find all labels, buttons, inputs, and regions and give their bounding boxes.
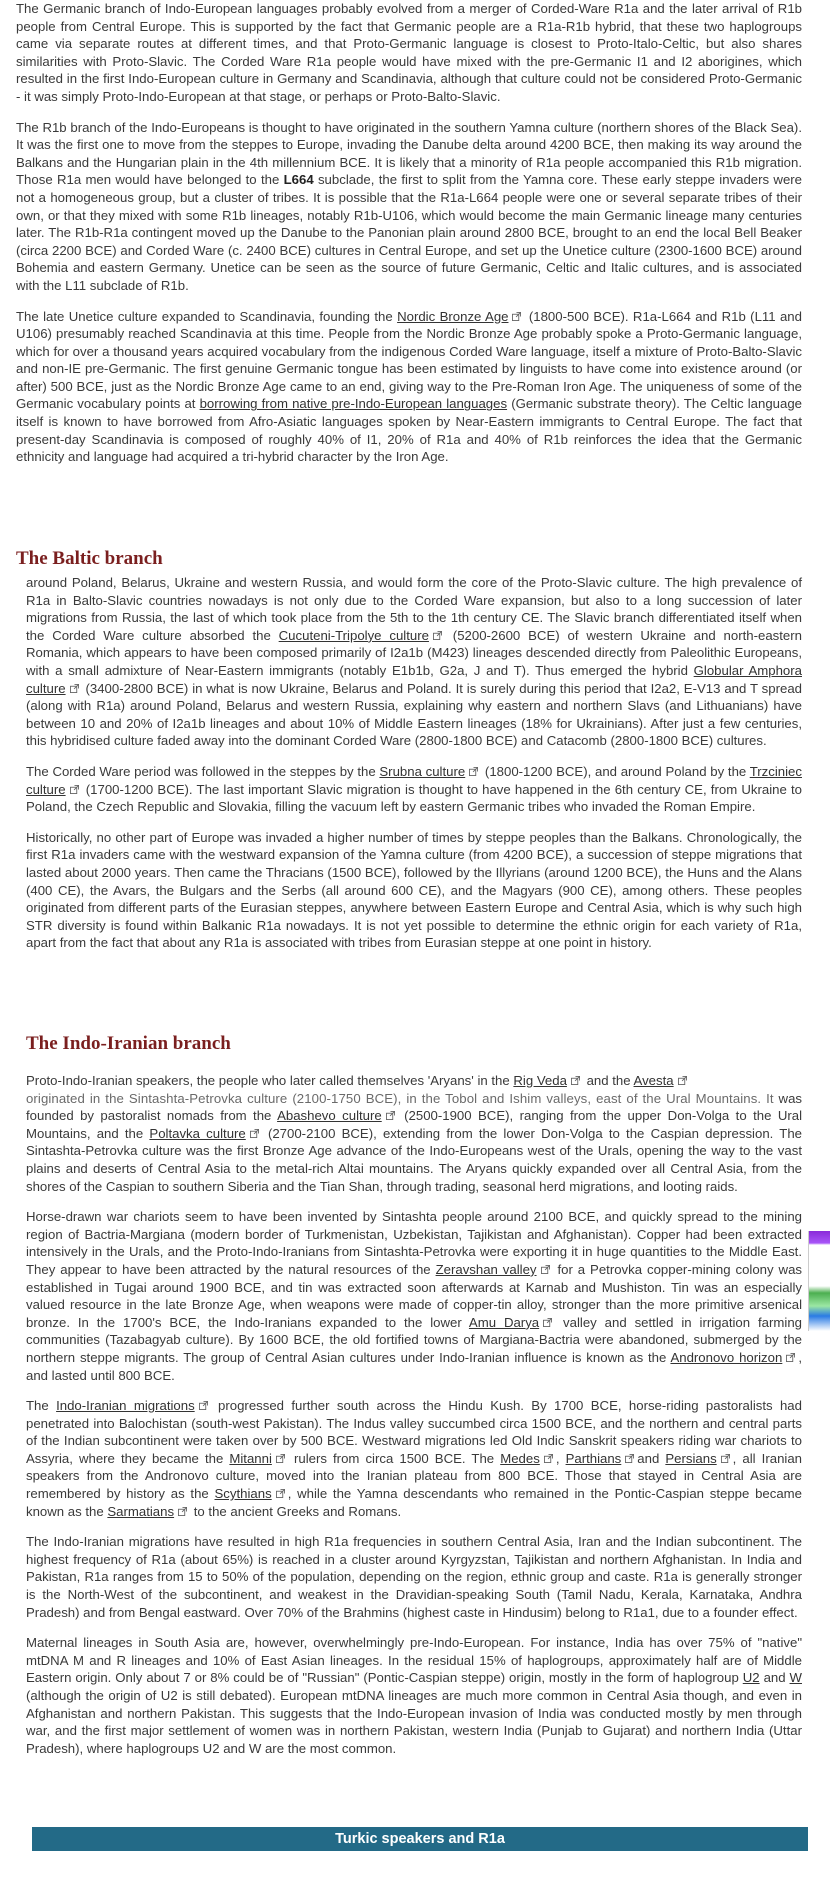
bold-term: L664 — [283, 172, 314, 188]
text-run: , while the Yamna descendants who remained in the Pontic-Caspian steppe became known as the — [26, 1486, 802, 1519]
side-advertisement[interactable] — [808, 1231, 830, 1331]
external-link-icon — [721, 1454, 730, 1463]
text-run: to the ancient Greeks and Romans. — [190, 1503, 402, 1519]
text-run: Horse-drawn war chariots seem to have been invented by Sintashta people around 2100 BCE, and quickly spread to the mining region of Bactria-Margiana (modern border of Turkmenistan, Uzbekistan, Tajikistan and Afghanistan). Copper had been extracted intensively in the Urals, and the Proto-Indo-Iranians from Sintashta-Petrovka were exporting it in huge quantities to the Middle East. They appear to have been attracted by the natural resources of the — [26, 1209, 802, 1277]
external-link-icon — [541, 1265, 550, 1274]
link-andronovo-horizon[interactable]: Andronovo horizon — [670, 1349, 783, 1365]
text-run: (3400-2800 BCE) in what is now Ukraine, Belarus and Poland. It is surely during this period that I2a2, E-V13 and T spread (along with R1a) around Poland, Belarus and western Russia, explaining why eastern and northern Slavs (and Lithuanians) have between 10 and 20% of I2a1b lineages and about 10% of Middle Eastern lineages (18% for Ukrainians). After just a few centuries, this hybridised culture faded away into the dominant Corded Ware (2800-1800 BCE) and Catacomb (2800-1800 BCE) cultures. — [26, 680, 802, 749]
external-link-icon — [178, 1507, 187, 1516]
text-run: The R1b branch of the Indo-Europeans is thought to have originated in the southern Yamna culture (northern shores of the Black Sea). It was the first one to move from the steppes to Europe, invading the Danube delta around 4200 BCE, then making its way around the Balkans and the Hungarian plain in the 4th millennium BCE. It is likely that a minority of R1a people accompanied this R1b migration. Those R1a men would have belonged to the — [16, 119, 802, 188]
external-link-icon — [544, 1454, 553, 1463]
text-run: (2500-1900 BCE), ranging from the upper Don-Volga to the Ural Mountains, and the — [26, 1108, 802, 1141]
link-amu-darya[interactable]: Amu Darya — [468, 1314, 540, 1330]
text-run: Maternal lineages in South Asia are, however, overwhelmingly pre-Indo-European. For instance, India has over 75% of "native" mtDNA M and R lineages and 10% of East Asian lineages. In the residual 15% of haplogroups, approximately half are of Middle Eastern origin. Only about 7 or 8% could be of "Russian" (Pontic-Caspian steppe) origin, mostly in the form of haplogroup — [26, 1635, 802, 1686]
paragraph — [26, 1634, 802, 1757]
external-link-icon — [678, 1076, 687, 1085]
text-run: was founded by pastoralist nomads from the — [26, 1090, 802, 1124]
link-zeravshan-valley[interactable]: Zeravshan valley — [435, 1261, 537, 1277]
external-link-icon — [543, 1318, 552, 1327]
text-run: (1800-500 BCE). R1a-L664 and R1b (L11 and U106) presumably reached Scandinavia at this time. People from the Nordic Bronze Age probably spoke a Proto-Germanic language, which for over a thousand years acquired vocabulary from the indigenous Corded Ware language, itself a mixture of Proto-Balto-Slavic and non-IE pre-Germanic. The first genuine Germanic tongue has been estimated by linguists to have come into existence around (or after) 500 BCE, just as the Nordic Bronze Age came to an end, giving way to the Pre-Roman Iron Age. The uniqueness of some of the Germanic vocabulary points at — [16, 308, 802, 412]
text-run: (1800-1200 BCE), and around Poland by the — [481, 763, 750, 779]
paragraph — [26, 763, 802, 816]
link-sarmatians[interactable]: Sarmatians — [107, 1503, 175, 1519]
paragraph — [26, 1397, 802, 1520]
external-link-icon — [433, 631, 442, 640]
link-srubna[interactable]: Srubna culture — [379, 763, 466, 779]
external-link-icon — [386, 1111, 395, 1120]
text-run: Proto-Indo-Iranian speakers, the people who later called themselves 'Aryans' in the — [26, 1073, 514, 1088]
paragraph: Historically, no other part of Europe was invaded a higher number of times by steppe peoples than the Balkans. Chronologically, the first R1a invaders came with the westward expansion of the Yamna culture (from 4200 BCE), a succession of steppe migrations that lasted about 2000 years. Then came the Thracians (1500 BCE), followed by the Illyrians (around 1200 BCE), the Huns and the Alans (400 CE), the Avars, the Bulgars and the Serbs (all around 600 CE), and the Magyars (900 CE), among others. These peoples originated from different parts of the Eurasian steppes, anywhere between Eastern Europe and Central Asia, which is why such high STR diversity is found within Balkanic R1a nowadays. It is not yet possible to determine the ethnic origin for each variety of R1a, apart from the fact that about any R1a is associated with tribes from Eurasian steppe at one point in history. — [26, 829, 802, 951]
text-run: and — [759, 1670, 790, 1686]
link-pre-indo-european-languages[interactable]: borrowing from native pre-Indo-European languages — [199, 396, 508, 412]
link-abashevo[interactable]: Abashevo culture — [277, 1108, 382, 1124]
indo-iranian-body — [26, 1072, 802, 1770]
paragraph — [26, 1072, 802, 1195]
text-run: , all Iranian speakers from the Andronovo culture, moved into the Iranian plateau from 800 BCE. Those that stayed in Central Asia are remembered by history as the — [26, 1450, 803, 1502]
external-link-icon — [571, 1076, 580, 1085]
link-mitanni[interactable]: Mitanni — [229, 1450, 272, 1466]
text-run: , — [555, 1450, 566, 1466]
external-link-icon — [276, 1454, 285, 1463]
link-medes[interactable]: Medes — [500, 1450, 540, 1466]
clipped-text-line: originated in the Sintashta-Petrovka culture (2100-1750 BCE), in the Tobol and Ishim valleys, east of the Ural Mountains. It — [26, 1090, 774, 1106]
section-heading-baltic: The Baltic branch — [16, 548, 163, 569]
text-run: for a Petrovka copper-mining colony was established in Tugai around 1900 BCE, and tin was extracted soon afterwards at Karnab and Mushiston. Tin was an especially valued resource in the late Bronze Age, when weapons were made of copper-tin alloy, stronger than the more primitive arsenical bronze. In the 1700's BCE, the Indo-Iranians expanded to the lower — [26, 1261, 802, 1330]
link-nordic-bronze-age[interactable]: Nordic Bronze Age — [397, 308, 509, 324]
link-avesta[interactable]: Avesta — [633, 1073, 674, 1088]
text-run: (5200-2600 BCE) of western Ukraine and north-eastern Romania, which appears to have been composed primarily of I2a1b (M423) lineages descended directly from Paleolithic Europeans, with a small admixture of Near-Eastern immigrants (notably E1b1b, G2a, J and T). Thus emerged the hybrid — [26, 627, 802, 678]
external-link-icon — [469, 767, 478, 776]
link-poltavka[interactable]: Poltavka culture — [149, 1125, 246, 1141]
text-run: (although the origin of U2 is still debated). European mtDNA lineages are much more common in Central Asia though, and even in Afghanistan and northern Pakistan. This suggests that the Indo-European invasion of India was conducted mostly by men through war, and the first major settlement of women was in northern Pakistan, western India (Punjab to Gujarat) and northern India (Uttar Pradesh), where haplogroups U2 and W are the most common. — [26, 1688, 802, 1756]
text-run: The — [26, 1398, 57, 1414]
indo-iranian-section — [26, 1033, 802, 1055]
text-run: progressed further south across the Hindu Kush. By 1700 BCE, horse-riding pastoralists had penetrated into Balochistan (south-west Pakistan). The Indus valley succumbed circa 1500 BCE, and the northern and central parts of the Indian subcontinent were taken over by 500 BCE. Westward migrations led Old Indic Sanskrit speakers riding war chariots to Assyria, where they became the — [26, 1398, 802, 1466]
text-run: and the — [582, 1073, 634, 1088]
link-haplogroup-w[interactable]: W — [789, 1670, 802, 1686]
paragraph — [26, 1208, 802, 1384]
link-parthians[interactable]: Parthians — [565, 1450, 622, 1466]
link-indo-iranian-migrations[interactable]: Indo-Iranian migrations — [56, 1398, 195, 1414]
paragraph — [26, 574, 802, 750]
text-run: rulers from circa 1500 BCE. The — [287, 1450, 501, 1466]
external-link-icon — [625, 1454, 634, 1463]
external-link-icon — [199, 1401, 208, 1410]
paragraph: The Germanic branch of Indo-European languages probably evolved from a merger of Corded-Ware R1a and the later arrival of R1b people from Central Europe. This is supported by the fact that Germanic people are a R1a-R1b hybrid, that these two haplogroups came via separate routes at different times, and that Proto-Germanic language is closest to Proto-Italo-Celtic, but also shares similarities with Proto-Slavic. The Corded Ware R1a people would have mixed with the pre-Germanic I1 and I2 aborigines, which resulted in the first Indo-European culture in Germany and Scandinavia, although that culture could not be considered Proto-Germanic - it was simply Proto-Indo-European at that stage, or perhaps or Proto-Balto-Slavic. — [16, 1, 802, 104]
baltic-body — [26, 574, 802, 965]
text-run: The Corded Ware period was followed in the steppes by the — [26, 763, 380, 779]
link-rig-veda[interactable]: Rig Veda — [513, 1073, 567, 1088]
paragraph — [16, 308, 802, 466]
text-run: subclade, the first to split from the Yamna core. These early steppe invaders were not a homogeneous group, but a cluster of tribes. It is possible that the R1a-L664 people were one or several separate tribes of their own, or that they mixed with some R1b lineages, notably R1b-U106, which would become the main Germanic lineage many centuries later. The R1b-R1a contingent moved up the Danube to the Panonian plain around 2800 BCE, brought to an end the local Bell Beaker (circa 2200 BCE) and Corded Ware (c. 2400 BCE) cultures in Central Europe, and set up the Unetice culture (2300-1600 BCE) around Bohemia and eastern Germany. Unetice can be seen as the source of future Germanic, Celtic and Italic cultures, and is associated with the L11 subclade of R1b. — [16, 172, 802, 293]
link-trzciniec[interactable]: Trzciniec culture — [26, 763, 802, 797]
germanic-section — [16, 0, 802, 479]
external-link-icon — [786, 1353, 795, 1362]
external-link-icon — [250, 1129, 259, 1138]
external-link-icon — [276, 1489, 285, 1498]
text-run: and — [637, 1450, 666, 1466]
link-persians[interactable]: Persians — [665, 1450, 717, 1466]
text-run: , and lasted until 800 BCE. — [26, 1349, 802, 1383]
text-run: (Germanic substrate theory). The Celtic language itself is known to have borrowed from Afro-Asiatic languages spoken by Near-Eastern immigrants to Central Europe. The fact that present-day Scandinavia is composed of roughly 40% of I1, 20% of R1a and 40% of R1b reinforces the idea that the Germanic ethnicity and language had acquired a tri-hybrid character by the Iron Age. — [16, 396, 802, 465]
link-scythians[interactable]: Scythians — [214, 1486, 272, 1502]
link-globular-amphora[interactable]: Globular Amphora culture — [26, 662, 802, 696]
text-run: (1700-1200 BCE). The last important Slavic migration is thought to have happened in the 6th century CE, from Ukraine to Poland, the Czech Republic and Slovakia, filling the vacuum left by eastern Germanic tribes who invaded the Roman Empire. — [26, 781, 802, 815]
paragraph — [16, 119, 802, 295]
text-run: (2700-2100 BCE), extending from the lower Don-Volga to the Caspian depression. The Sintashta-Petrovka culture was the first Bronze Age advance of the Indo-Europeans west of the Urals, opening the way to the vast plains and deserts of Central Asia to the metal-rich Altai mountains. The Aryans quickly expanded over all Central Asia, from the shores of the Caspian to southern Siberia and the Tian Shan, through trading, seasonal herd migrations, and looting raids. — [26, 1125, 802, 1194]
text-run: The late Unetice culture expanded to Scandinavia, founding the — [16, 308, 398, 324]
external-link-icon — [512, 312, 521, 321]
link-cucuteni-tripolye[interactable]: Cucuteni-Tripolye culture — [278, 627, 429, 643]
link-haplogroup-u2[interactable]: U2 — [742, 1670, 760, 1686]
external-link-icon — [70, 785, 79, 794]
section-banner-turkic[interactable]: Turkic speakers and R1a — [32, 1827, 808, 1851]
paragraph: The Indo-Iranian migrations have resulted in high R1a frequencies in southern Central Asia, Iran and the Indian subcontinent. The highest frequency of R1a (about 65%) is reached in a cluster around Kyrgyzstan, Tajikistan and northern Afghanistan. In India and Pakistan, R1a ranges from 15 to 50% of the population, depending on the region, ethnic group and caste. R1a is generally stronger is the North-West of the subcontinent, and weakest in the Dravidian-speaking South (Tamil Nadu, Kerala, Karnataka, Andhra Pradesh) and from Bengal eastward. Over 70% of the Brahmins (highest caste in Hindusim) belong to R1a1, due to a founder effect. — [26, 1534, 802, 1620]
text-run: valley and settled in irrigation farming communities (Tazabagyab culture). By 1600 BCE, the old fortified towns of Margiana-Bactria were abandoned, submerged by the northern steppe migrants. The group of Central Asian cultures under Indo-Iranian influence is known as the — [26, 1314, 802, 1365]
baltic-section — [16, 548, 802, 570]
text-run: around Poland, Belarus, Ukraine and western Russia, and would form the core of the Proto-Slavic culture. The high prevalence of R1a in Balto-Slavic countries nowadays is not only due to the Corded Ware expansion, but also to a long succession of later migrations from Russia, the last of which took place from the 5th to the 1th century CE. The Slavic branch differentiated itself when the Corded Ware culture absorbed the — [26, 575, 802, 643]
section-heading-indo-iranian: The Indo-Iranian branch — [26, 1033, 231, 1054]
external-link-icon — [70, 684, 79, 693]
